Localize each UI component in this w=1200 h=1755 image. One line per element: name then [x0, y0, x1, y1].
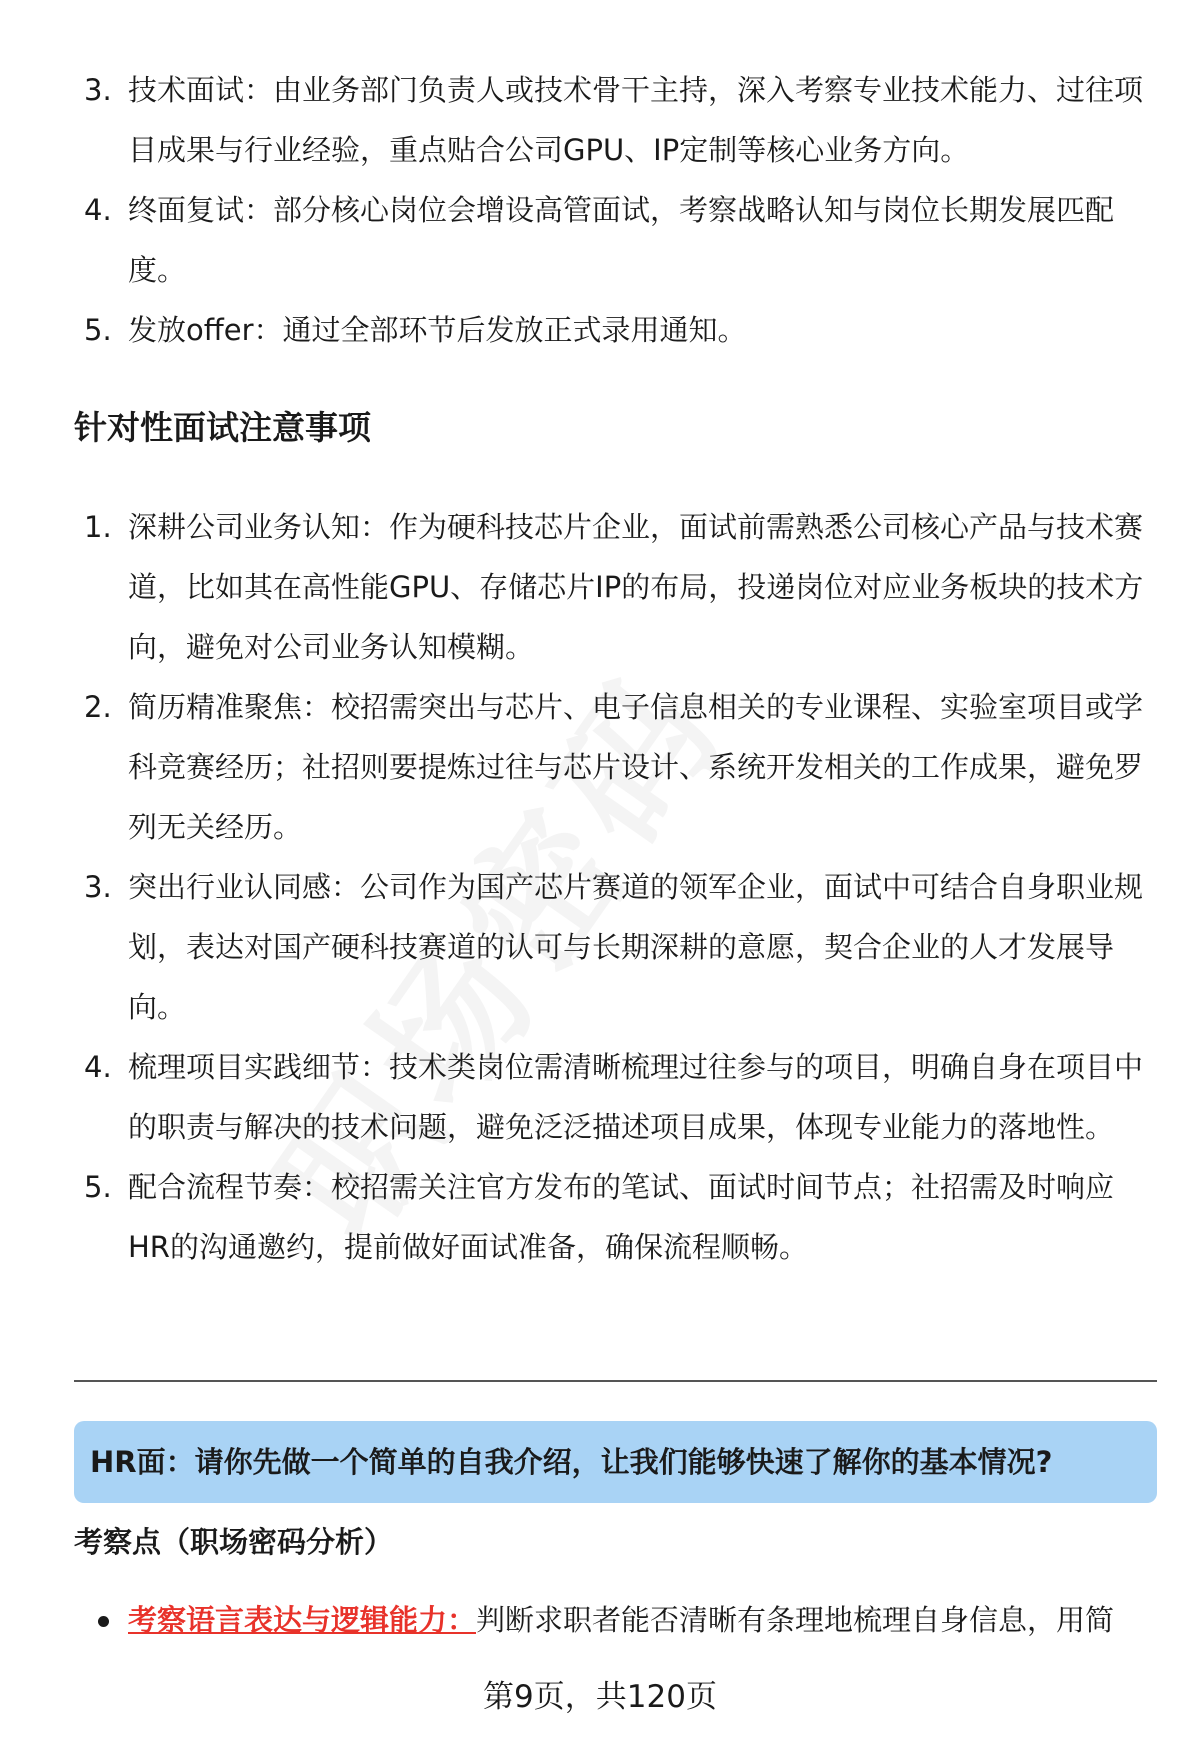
interview-tips-list — [74, 497, 1144, 1277]
analysis-bullet — [74, 1590, 1144, 1650]
list-item — [74, 300, 1144, 360]
item-text: 配合流程节奏：校招需关注官方发布的笔试、面试时间节点；社招需及时响应HR的沟通邀约，提前做好面试准备，确保流程顺畅。 — [128, 1170, 1115, 1264]
item-text: 终面复试：部分核心岗位会增设高管面试，考察战略认知与岗位长期发展匹配度。 — [128, 193, 1115, 287]
list-item — [74, 497, 1144, 677]
item-text: 突出行业认同感：公司作为国产芯片赛道的领军企业，面试中可结合自身职业规划，表达对国产硬科技赛道的认可与长期深耕的意愿，契合企业的人才发展导向。 — [128, 870, 1144, 1024]
list-item — [74, 1157, 1144, 1277]
list-item — [74, 180, 1144, 300]
bullet-body — [74, 1590, 1144, 1650]
list-item — [74, 857, 1144, 1037]
item-text: 技术面试：由业务部门负责人或技术骨干主持，深入考察专业技术能力、过往项目成果与行业经验，重点贴合公司GPU、IP定制等核心业务方向。 — [128, 73, 1144, 167]
item-number: 4. — [84, 1050, 112, 1084]
item-number: 3. — [84, 870, 112, 904]
list-item — [74, 677, 1144, 857]
question-box — [74, 1421, 1157, 1503]
item-text: 发放offer：通过全部环节后发放正式录用通知。 — [128, 313, 747, 347]
bullet-dot-icon — [98, 1616, 109, 1627]
item-text: 梳理项目实践细节：技术类岗位需清晰梳理过往参与的项目，明确自身在项目中的职责与解决的技术问题，避免泛泛描述项目成果，体现专业能力的落地性。 — [128, 1050, 1144, 1144]
item-number: 5. — [84, 1170, 112, 1204]
item-number: 3. — [84, 73, 112, 107]
bullet-text: 判断求职者能否清晰有条理地梳理自身信息，用简 — [476, 1603, 1115, 1637]
item-number: 4. — [84, 193, 112, 227]
item-number: 2. — [84, 690, 112, 724]
item-number: 1. — [84, 510, 112, 544]
list-item — [74, 60, 1144, 180]
item-number: 5. — [84, 313, 112, 347]
page-footer: 第9页，共120页 — [483, 1679, 717, 1715]
interview-process-list — [74, 60, 1144, 360]
analysis-heading: 考察点（职场密码分析） — [74, 1525, 394, 1559]
bullet-keyword: 考察语言表达与逻辑能力： — [128, 1603, 477, 1637]
item-text: 简历精准聚焦：校招需突出与芯片、电子信息相关的专业课程、实验室项目或学科竞赛经历；社招则要提炼过往与芯片设计、系统开发相关的工作成果，避免罗列无关经历。 — [128, 690, 1144, 844]
list-item — [74, 1037, 1144, 1157]
section-title: 针对性面试注意事项 — [74, 408, 371, 447]
item-text: 深耕公司业务认知：作为硬科技芯片企业，面试前需熟悉公司核心产品与技术赛道，比如其在高性能GPU、存储芯片IP的布局，投递岗位对应业务板块的技术方向，避免对公司业务认知模糊。 — [128, 510, 1144, 664]
question-text: HR面：请你先做一个简单的自我介绍，让我们能够快速了解你的基本情况? — [90, 1445, 1053, 1479]
divider — [74, 1380, 1157, 1382]
